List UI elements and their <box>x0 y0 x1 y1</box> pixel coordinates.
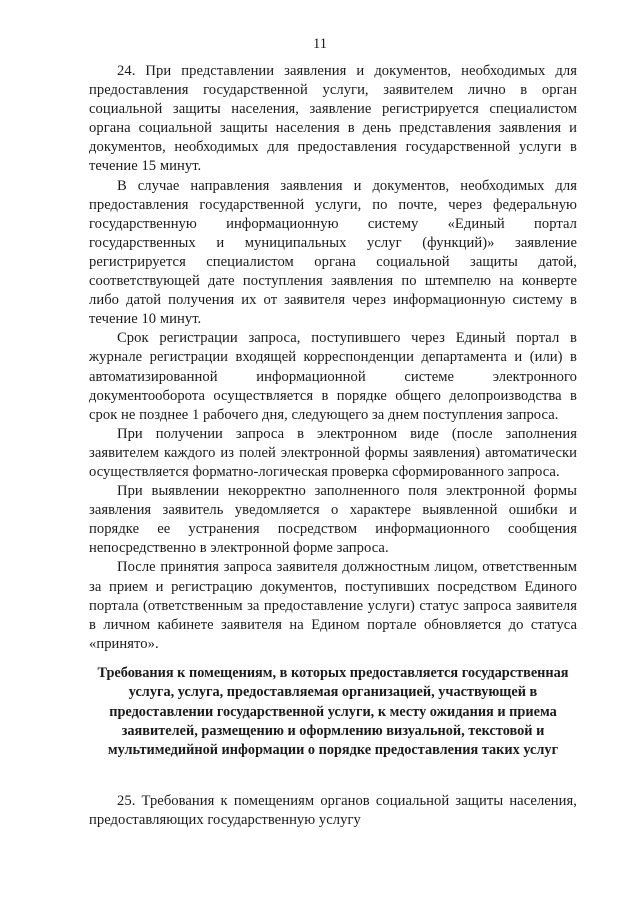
paragraph-24: 24. При представлении заявления и документов, необходимых для предоставления государственной услуги, заявителем лично в орган социальной защиты населения, заявление регистрируется специалистом органа социальной защиты населения в день представления заявления и документов, необходимых для предоставления государственной услуги в течение 15 минут. <box>89 63 577 175</box>
section-heading: Требования к помещениям, в которых предоставляется государственная услуга, услуга, предоставляемая организацией, участвующей в предоставлении государственной услуги, к месту ожидания и приема заявителей, размещению и оформлению визуальной, текстовой и мультимедийной информации о порядке предоставления таких услуг <box>97 665 569 759</box>
section-body <box>89 792 577 830</box>
paragraph-error-notification: При выявлении некорректно заполненного поля электронной формы заявления заявитель уведомляется о характере выявленной ошибки и порядке ее устранения посредством информационного сообщения непосредственно в электронной форме запроса. <box>89 483 577 557</box>
body-text <box>89 62 577 654</box>
paragraph-electronic-check: При получении запроса в электронном виде (после заполнения заявителем каждого из полей электронной формы заявления) автоматически осуществляется форматно-логическая проверка сформированного запроса. <box>89 425 577 480</box>
page-number: 11 <box>313 36 327 52</box>
paragraph-registration-deadline: Срок регистрации запроса, поступившего через Единый портал в журнале регистрации входящей корреспонденции департамента и (или) в автоматизированной информационной системе электронного документооборота осуществляется в порядке общего делопроизводства в срок не позднее 1 рабочего дня, следующего за днем поступления запроса. <box>89 330 577 423</box>
paragraph-postal-submission: В случае направления заявления и документов, необходимых для предоставления государственной услуги, по почте, через федеральную государственную информационную систему «Единый портал государственных и муниципальных услуг (функций)» заявление регистрируется специалистом органа социальной защиты датой, соответствующей дате поступления заявления по штемпелю на конверте либо датой получения их от заявителя через информационную систему в течение 10 минут. <box>89 177 577 328</box>
paragraph-25: 25. Требования к помещениям органов социальной защиты населения, предоставляющих государственную услугу <box>89 793 577 829</box>
paragraph-status-update: После принятия запроса заявителя должностным лицом, ответственным за прием и регистрацию документов, поступивших посредством Единого портала (ответственным за предоставление услуги) статус запроса заявителя в личном кабинете заявителя на Едином портале обновляется до статуса «принято». <box>89 559 577 652</box>
